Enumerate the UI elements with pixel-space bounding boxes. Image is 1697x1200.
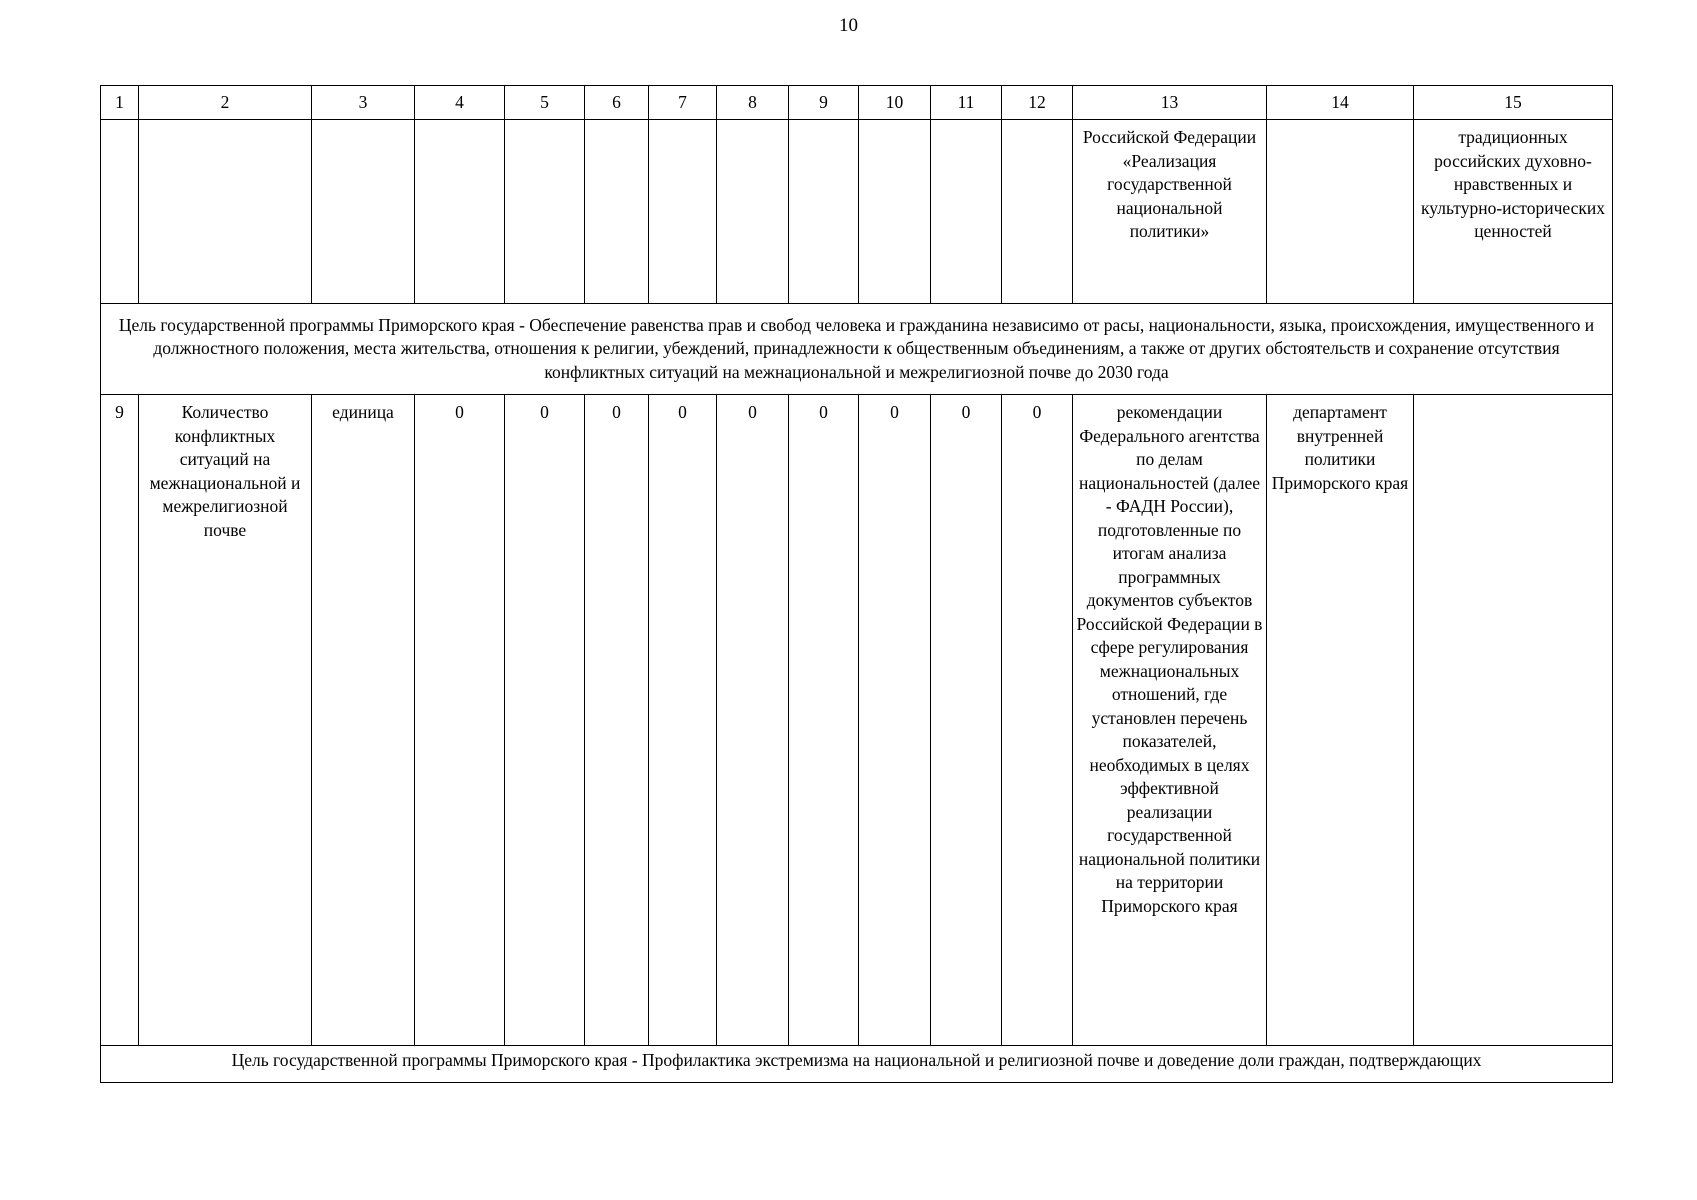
column-number: 10 [859, 86, 931, 120]
value-cell: 0 [505, 395, 585, 1046]
column-number: 1 [101, 86, 139, 120]
value-cell: 0 [585, 395, 649, 1046]
goal-text: Цель государственной программы Приморского края - Профилактика экстремизма на национальной и религиозной почве и доведение доли граждан, подтверждающих [101, 1046, 1613, 1083]
goal-row [101, 304, 1613, 395]
indicator-row [101, 395, 1613, 1046]
column-number: 13 [1073, 86, 1267, 120]
column-number: 14 [1267, 86, 1414, 120]
column-number: 6 [585, 86, 649, 120]
column-number: 12 [1002, 86, 1073, 120]
column-number: 5 [505, 86, 585, 120]
value-cell: 0 [1002, 395, 1073, 1046]
indicator-name: Количество конфликтных ситуаций на межнациональной и межрелигиозной почве [139, 395, 312, 1046]
page-number: 10 [839, 15, 858, 36]
column-number: 9 [789, 86, 859, 120]
value-cell: 0 [415, 395, 505, 1046]
column-number: 7 [649, 86, 717, 120]
value-cell: 0 [649, 395, 717, 1046]
goal-text: Цель государственной программы Приморского края - Обеспечение равенства прав и свобод человека и гражданина независимо от расы, национальности, языка, происхождения, имущественного и должностного положения, места жительства, отношения к религии, убеждений, принадлежности к общественным объединениям, а также от других обстоятельств и сохранение отсутствия конфликтных ситуаций на межнациональной и межрелигиозной почве до 2030 года [101, 304, 1613, 395]
value-cell: 0 [859, 395, 931, 1046]
continuation-row [101, 120, 1613, 304]
value-cell: 0 [717, 395, 789, 1046]
column-number: 3 [312, 86, 415, 120]
indicator-table [100, 85, 1613, 1083]
continuation-col15-cell: традиционных российских духовно-нравственных и культурно-исторических ценностей [1414, 120, 1613, 304]
col15-cell [1414, 395, 1613, 1046]
column-number: 11 [931, 86, 1002, 120]
basis-cell: рекомендации Федерального агентства по делам национальностей (далее - ФАДН России), подготовленные по итогам анализа программных документов субъектов Российской Федерации в сфере регулирования межнациональных отношений, где установлен перечень показателей, необходимых в целях эффективной реализации государственной национальной политики на территории Приморского края [1073, 395, 1267, 1046]
row-number: 9 [101, 395, 139, 1046]
continuation-basis-cell: Российской Федерации «Реализация государственной национальной политики» [1073, 120, 1267, 304]
column-number: 2 [139, 86, 312, 120]
column-number: 4 [415, 86, 505, 120]
column-number-row [101, 86, 1613, 120]
goal-row [101, 1046, 1613, 1083]
column-number: 15 [1414, 86, 1613, 120]
unit-cell: единица [312, 395, 415, 1046]
value-cell: 0 [931, 395, 1002, 1046]
value-cell: 0 [789, 395, 859, 1046]
column-number: 8 [717, 86, 789, 120]
responsible-cell: департамент внутренней политики Приморского края [1267, 395, 1414, 1046]
